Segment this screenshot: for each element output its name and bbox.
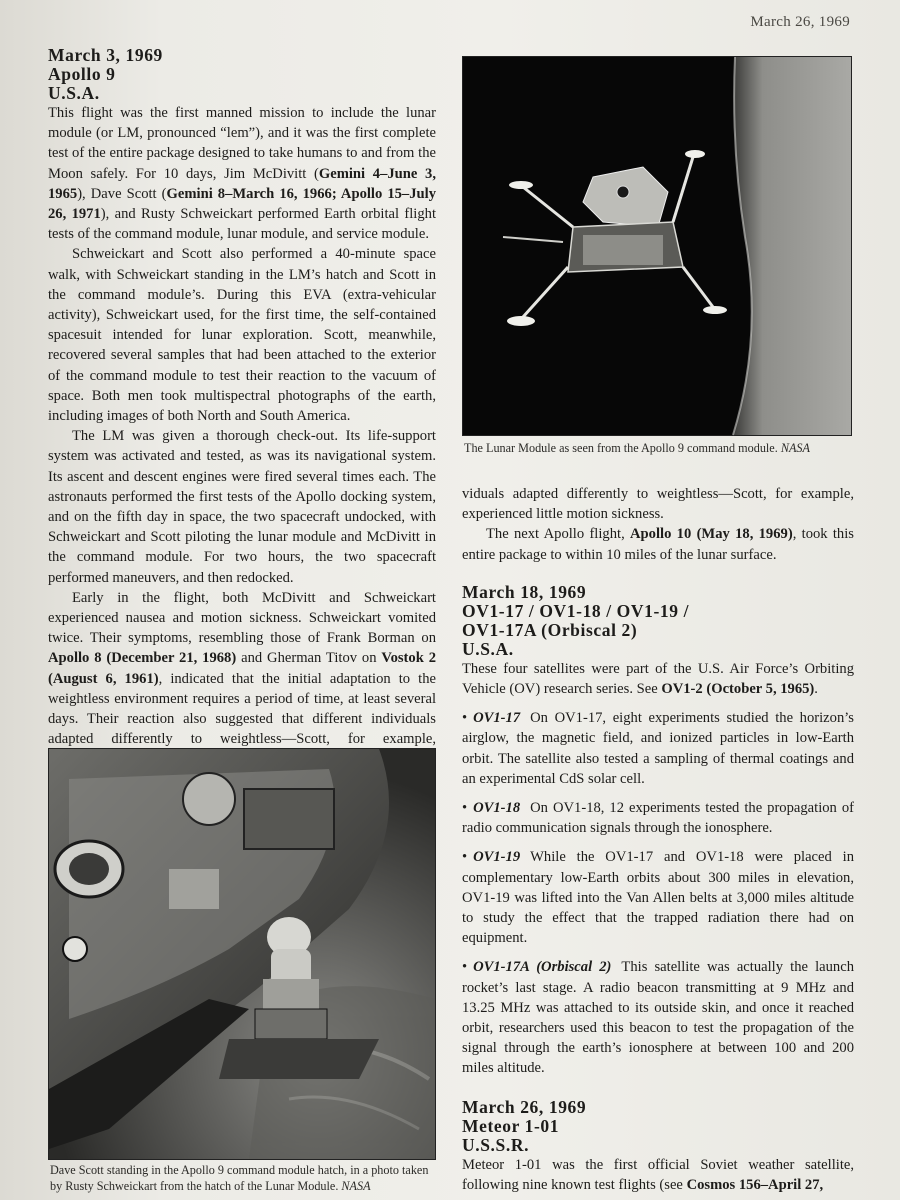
- ov1-bullet-list: [462, 708, 854, 1078]
- apollo9-date: March 3, 1969: [48, 45, 163, 65]
- ov1-country: U.S.A.: [462, 638, 514, 659]
- apollo9-paragraph-1: [48, 103, 436, 244]
- cross-reference: OV1-2 (October 5, 1965): [661, 681, 815, 698]
- text-span: .: [814, 681, 818, 698]
- bullet-item: [462, 798, 854, 838]
- bullet-mark: •: [462, 959, 468, 976]
- bullet-satellite-name: OV1-17A (Orbiscal 2): [473, 959, 612, 976]
- photo-scott-hatch: [48, 748, 436, 1160]
- photo-scott-illustration: [49, 749, 435, 1159]
- bullet-item: [462, 957, 854, 1078]
- photo-credit: NASA: [341, 1179, 371, 1193]
- meteor-paragraph-1: [462, 1155, 854, 1195]
- text-span: The next Apollo flight,: [486, 526, 631, 543]
- bullet-satellite-name: OV1-17: [473, 710, 521, 727]
- text-span: Early in the flight, both McDivitt and Schweickart experienced nausea and motion sickness. Schweickart vomited twice. Their symptoms, resembling those of Frank Borman on: [48, 589, 436, 647]
- apollo9-paragraph-4-continued: viduals adapted differently to weightless—Scott, for example, experienced little motion sickness.: [462, 486, 854, 523]
- cross-reference: Apollo 10 (May 18, 1969): [630, 526, 793, 543]
- meteor-country: U.S.S.R.: [462, 1134, 530, 1155]
- ov1-name-line-1: OV1-17 / OV1-18 / OV1-19 /: [462, 600, 690, 621]
- text-span: ), Dave Scott (: [77, 185, 167, 202]
- text-span: and Gherman Titov on: [236, 650, 382, 667]
- meteor-name: Meteor 1-01: [462, 1115, 560, 1136]
- bullet-text: This satellite was actually the launch rocket’s last stage. A radio beacon transmitting at 9 MHz and 13.25 MHz was attached to its outside skin, and once it reached orbit, researchers used this beacon to test the propagation of the signal through the earth’s ionosphere at between 100 and 200 miles altitude.: [462, 959, 855, 1077]
- right-column: [462, 484, 854, 1195]
- ov1-name-line-2: OV1-17A (Orbiscal 2): [462, 619, 638, 640]
- apollo9-name: Apollo 9: [48, 64, 116, 84]
- running-head: March 26, 1969: [750, 14, 850, 30]
- text-span: These four satellites were part of the U.S. Air Force’s Orbiting Vehicle (OV) research series. See: [462, 660, 854, 698]
- bullet-text: On OV1-17, eight experiments studied the horizon’s airglow, the magnetic field, and ionized particles in low-Earth orbit. The satellite also tested a sampling of thermal coatings and an experimental CdS solar cell.: [462, 710, 854, 787]
- apollo9-paragraph-4: [48, 588, 436, 748]
- apollo9-country: U.S.A.: [48, 83, 100, 103]
- ov1-intro: [462, 659, 854, 699]
- cross-reference: Gemini 8–March 16, 1966; Apollo 15–July 26, 1971: [48, 185, 436, 223]
- caption-text: The Lunar Module as seen from the Apollo 9 command module.: [464, 441, 781, 455]
- bullet-item: [462, 847, 854, 948]
- photo-lm-illustration: [463, 57, 851, 435]
- photo-lunar-module: [462, 56, 852, 436]
- bullet-satellite-name: OV1-18: [473, 800, 521, 817]
- bullet-text: While the OV1-17 and OV1-18 were placed in complementary low-Earth orbits about 300 miles in elevation, OV1-19 was lifted into the Van Allen belts at 3,000 miles altitude to study the effect that the trapped radiation there had on equipment.: [462, 849, 854, 947]
- apollo9-paragraph-2: Schweickart and Scott also performed a 40-minute space walk, with Schweickart standing in the LM’s hatch and Scott in the command module’s. During this EVA (extra-vehicular activity), Schweickart used, for the first time, the self-contained spacesuit intended for lunar exploration. Scott, meanwhile, recovered several samples that had been attached to the exterior of the command module to test their reaction to the vacuum of space. Both men took multispectral photographs of the earth, including images of both North and South America.: [48, 246, 436, 425]
- bullet-mark: •: [462, 800, 468, 817]
- cross-reference: Apollo 8 (December 21, 1968): [48, 650, 237, 667]
- cross-reference: Gemini 4–June 3, 1965: [48, 165, 437, 202]
- apollo9-paragraph-5: [462, 524, 854, 564]
- apollo9-paragraph-3: The LM was given a thorough check-out. Its life-support system was activated and tested, as was its navigational system. Its ascent and descent engines were fired several times each. The astronauts performed the first tests of the Apollo docking system, and on the fifth day in space, the two spacecraft undocked, with Schweickart and Scott piloting the lunar module and McDivitt in the command module. For two hours, the two spacecraft performed maneuvers, and then redocked.: [48, 428, 436, 586]
- bullet-satellite-name: OV1-19: [473, 849, 521, 866]
- text-span: ), and Rusty Schweickart performed Earth orbital flight tests of the command module, lunar module, and service module.: [48, 206, 437, 243]
- bullet-item: [462, 708, 854, 789]
- bullet-mark: •: [462, 710, 468, 727]
- bullet-mark: •: [462, 849, 468, 866]
- text-span: , took this entire package to within 10 miles of the lunar surface.: [462, 526, 854, 563]
- bullet-text: On OV1-18, 12 experiments tested the propagation of radio communication signals through the ionosphere.: [462, 800, 854, 837]
- photo-scott-caption: [50, 1162, 442, 1194]
- ov1-date: March 18, 1969: [462, 581, 587, 602]
- text-span: , indicated that the initial adaptation to the weightless environment requires a period of time, at least several days. Their reaction also suggested that different individuals adapted differently to weightless—Scott, for example,: [48, 670, 436, 748]
- text-span: This flight was the first manned mission to include the lunar module (or LM, pronounced “lem”), and it was the first complete test of the entire package designed to take humans to and from the Moon safely. For 10 days, Jim McDivitt (: [48, 105, 436, 182]
- photo-lm-caption: [464, 440, 856, 456]
- cross-reference: Cosmos 156–April 27,: [686, 1176, 824, 1193]
- left-column: [48, 45, 437, 748]
- meteor-date: March 26, 1969: [462, 1096, 587, 1117]
- caption-text: Dave Scott standing in the Apollo 9 command module hatch, in a photo taken by Rusty Schweickart from the hatch of the Lunar Module.: [50, 1163, 429, 1193]
- text-span: Meteor 1-01 was the first official Soviet weather satellite, following nine known test flights (see: [462, 1156, 854, 1193]
- photo-credit: NASA: [780, 441, 810, 455]
- cross-reference: Vostok 2 (August 6, 1961): [48, 650, 436, 687]
